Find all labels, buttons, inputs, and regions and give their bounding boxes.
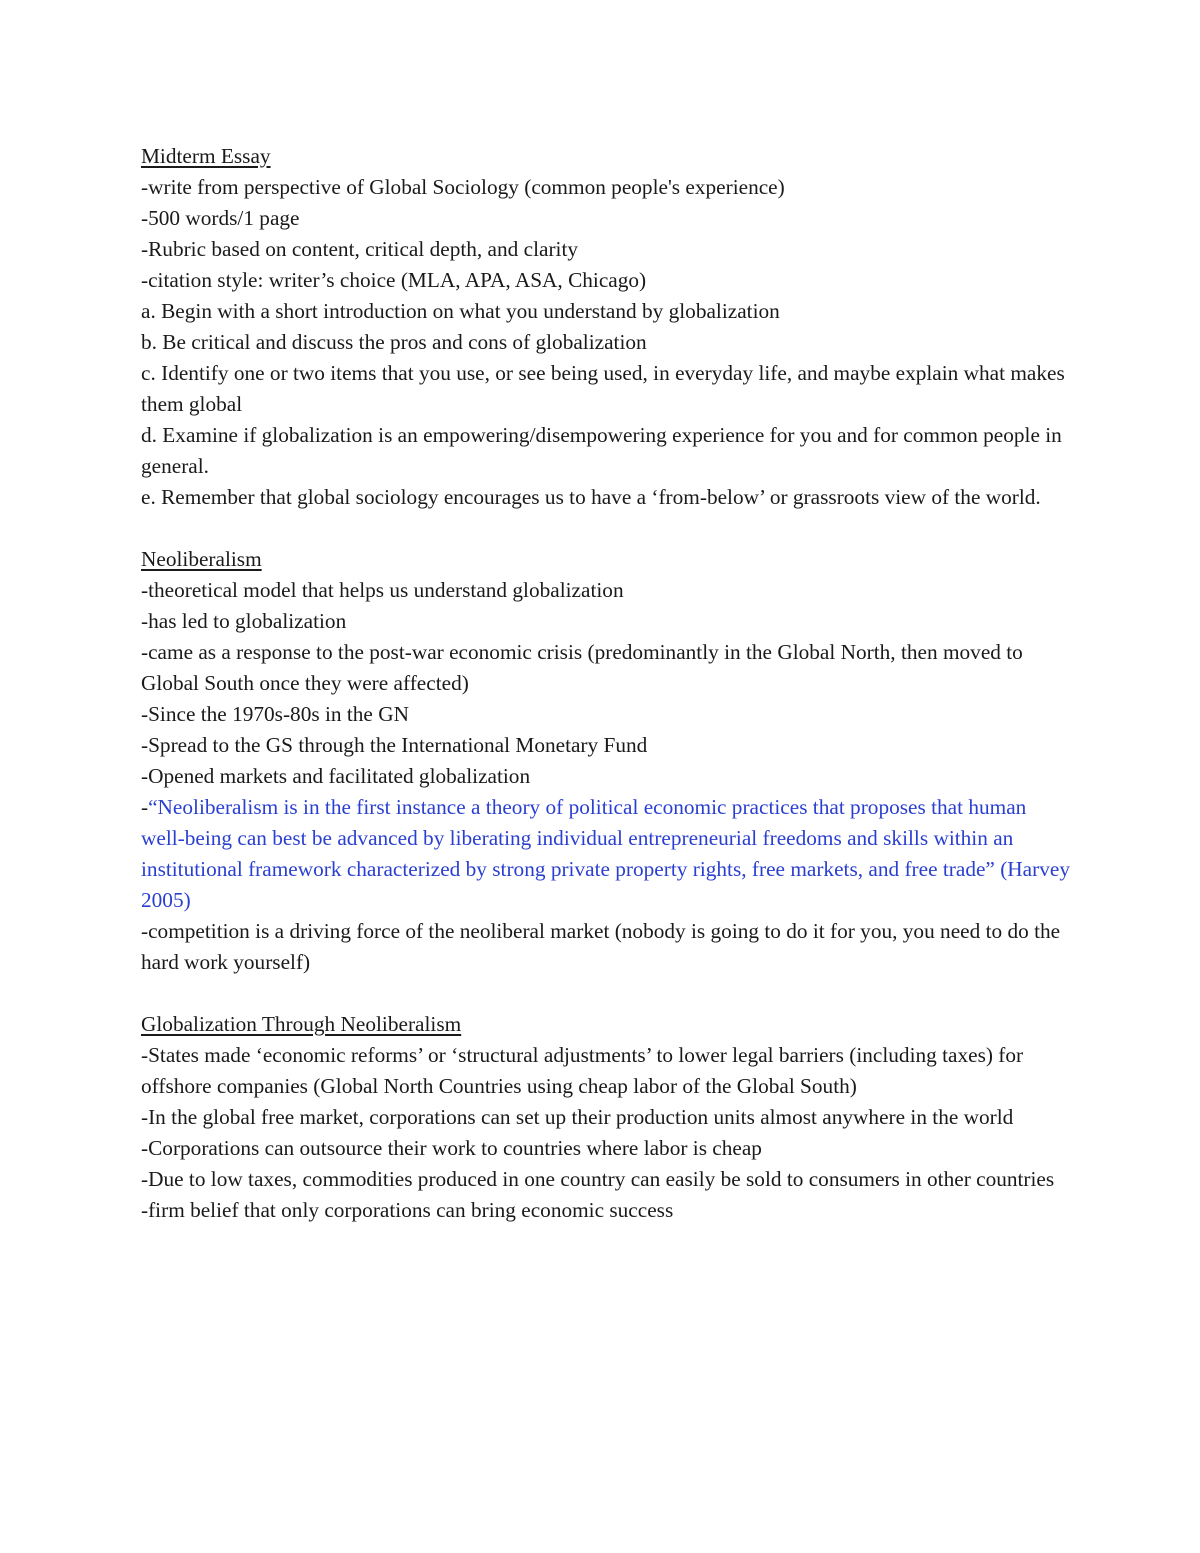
quote-dash: - xyxy=(141,795,149,819)
list-item: -firm belief that only corporations can bring economic success xyxy=(141,1198,674,1222)
list-item: -came as a response to the post-war economic crisis (predominantly in the Global North, then moved to Global South once they were affected) xyxy=(141,640,1023,695)
document-page xyxy=(141,141,1071,1226)
list-item: e. Remember that global sociology encourages us to have a ‘from-below’ or grassroots view of the world. xyxy=(141,485,1041,509)
list-item: -Opened markets and facilitated globalization xyxy=(141,764,531,788)
list-item: -citation style: writer’s choice (MLA, APA, ASA, Chicago) xyxy=(141,268,647,292)
section-midterm-essay xyxy=(141,141,1071,513)
section-heading: Globalization Through Neoliberalism xyxy=(141,1012,462,1036)
list-item: a. Begin with a short introduction on what you understand by globalization xyxy=(141,299,780,323)
list-item: -theoretical model that helps us understand globalization xyxy=(141,578,624,602)
list-item: -Rubric based on content, critical depth, and clarity xyxy=(141,237,579,261)
list-item: c. Identify one or two items that you use, or see being used, in everyday life, and maybe explain what makes them global xyxy=(141,361,1065,416)
list-item: -States made ‘economic reforms’ or ‘structural adjustments’ to lower legal barriers (including taxes) for offshore companies (Global North Countries using cheap labor of the Global South) xyxy=(141,1043,1024,1098)
list-item: -500 words/1 page xyxy=(141,206,300,230)
section-heading: Neoliberalism xyxy=(141,547,262,571)
list-item: -Spread to the GS through the International Monetary Fund xyxy=(141,733,648,757)
list-item: -In the global free market, corporations can set up their production units almost anywhere in the world xyxy=(141,1105,1014,1129)
list-item: -Corporations can outsource their work to countries where labor is cheap xyxy=(141,1136,762,1160)
quote-citation: (Harvey 2005) xyxy=(141,857,1070,912)
list-item: b. Be critical and discuss the pros and cons of globalization xyxy=(141,330,647,354)
quote-text: “Neoliberalism is in the first instance a theory of political economic practices that proposes that human well-being can best be advanced by liberating individual entrepreneurial freedoms and skills within an institutional framework characterized by strong private property rights, free markets, and free trade” xyxy=(141,795,1027,881)
harvey-quote xyxy=(141,792,1071,916)
list-item: -has led to globalization xyxy=(141,609,347,633)
section-globalization-through-neoliberalism xyxy=(141,1009,1071,1226)
list-item: -write from perspective of Global Sociology (common people's experience) xyxy=(141,175,785,199)
list-item: -Since the 1970s-80s in the GN xyxy=(141,702,409,726)
list-item: d. Examine if globalization is an empowering/disempowering experience for you and for common people in general. xyxy=(141,423,1062,478)
section-neoliberalism xyxy=(141,544,1071,978)
list-item: -competition is a driving force of the neoliberal market (nobody is going to do it for you, you need to do the hard work yourself) xyxy=(141,919,1061,974)
section-heading: Midterm Essay xyxy=(141,144,271,168)
list-item: -Due to low taxes, commodities produced in one country can easily be sold to consumers in other countries xyxy=(141,1167,1055,1191)
